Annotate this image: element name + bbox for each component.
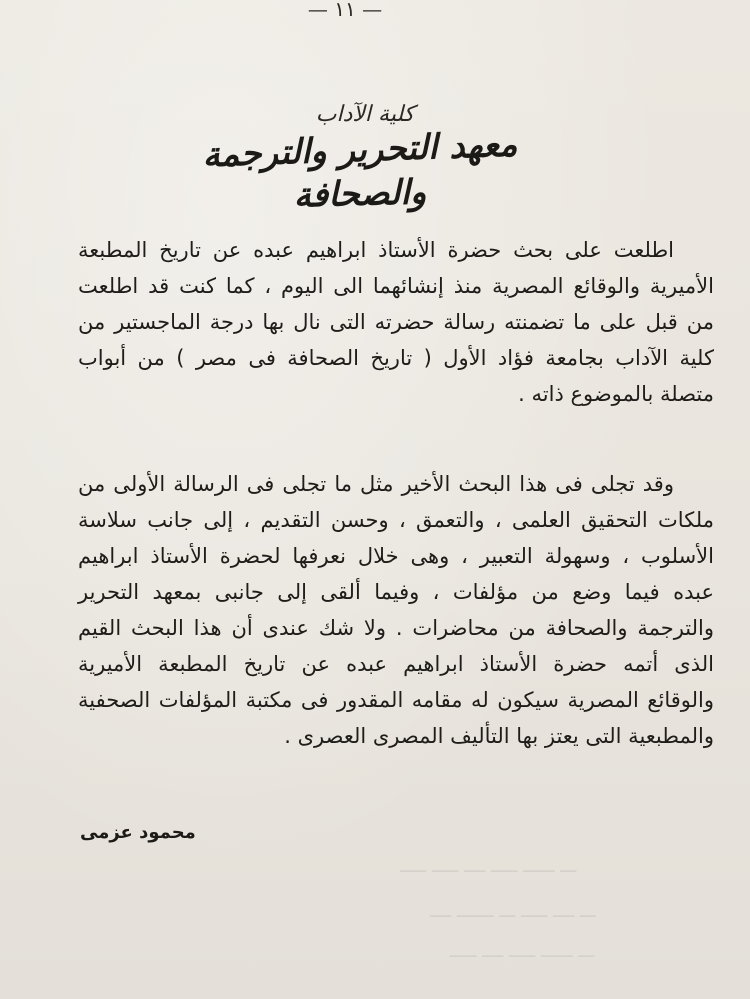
signature: محمود عزمى xyxy=(80,822,196,843)
text-line: والمطبعية التى يعتز بها التأليف المصرى العصرى . xyxy=(284,724,714,748)
bleed-through-text: ـــــ ــــ ـــــ ــــــ ـــ xyxy=(450,941,595,962)
paragraph-2 xyxy=(78,466,714,754)
institute-heading-line-2: والصحافة xyxy=(293,172,427,216)
text-line: الأسلوب ، وسهولة التعبير ، وهى خلال نعرفها لحضرة الأستاذ ابراهيم xyxy=(78,544,714,568)
text-line: الذى أتمه حضرة الأستاذ ابراهيم عبده عن تاريخ المطبعة الأميرية xyxy=(78,652,714,676)
text-line: من قبل على ما تضمنته رسالة حضرته التى نال بها درجة الماجستير من xyxy=(78,310,714,334)
text-line: اطلعت على بحث حضرة الأستاذ ابراهيم عبده عن تاريخ المطبعة xyxy=(78,238,674,262)
page-number: — ١١ — xyxy=(307,0,383,21)
text-line: الأميرية والوقائع المصرية منذ إنشائهما الى اليوم ، كما كنت قد اطلعت xyxy=(78,274,714,298)
text-line: متصلة بالموضوع ذاته . xyxy=(518,382,714,406)
paragraph-1 xyxy=(78,232,714,412)
text-line: والوقائع المصرية سيكون له مقامه المقدور فى مكتبة المؤلفات الصحفية xyxy=(78,688,714,712)
text-line: ملكات التحقيق العلمى ، والتعمق ، وحسن التقديم ، إلى جانب سلاسة xyxy=(78,508,714,532)
text-line: والترجمة والصحافة من محاضرات . ولا شك عندى أن هذا البحث القيم xyxy=(78,616,714,640)
institute-heading-line-1: معهد التحرير والترجمة xyxy=(201,124,519,176)
faculty-heading: كلية الآداب xyxy=(315,102,415,127)
text-line: وقد تجلى فى هذا البحث الأخير مثل ما تجلى فى الرسالة الأولى من xyxy=(78,472,674,496)
bleed-through-text: ــــ ـــــــ ـــ ـــــ ــــ ـــ xyxy=(430,901,596,922)
text-line: عبده فيما وضع من مؤلفات ، وفيما ألقى إلى جانبى بمعهد التحرير xyxy=(78,580,714,604)
text-line: كلية الآداب بجامعة فؤاد الأول ( تاريخ الصحافة فى مصر ) من أبواب xyxy=(78,346,714,370)
bleed-through-text: ـــــ ـــــ ــــ ـــــ ــــــ ـــ xyxy=(400,856,577,877)
